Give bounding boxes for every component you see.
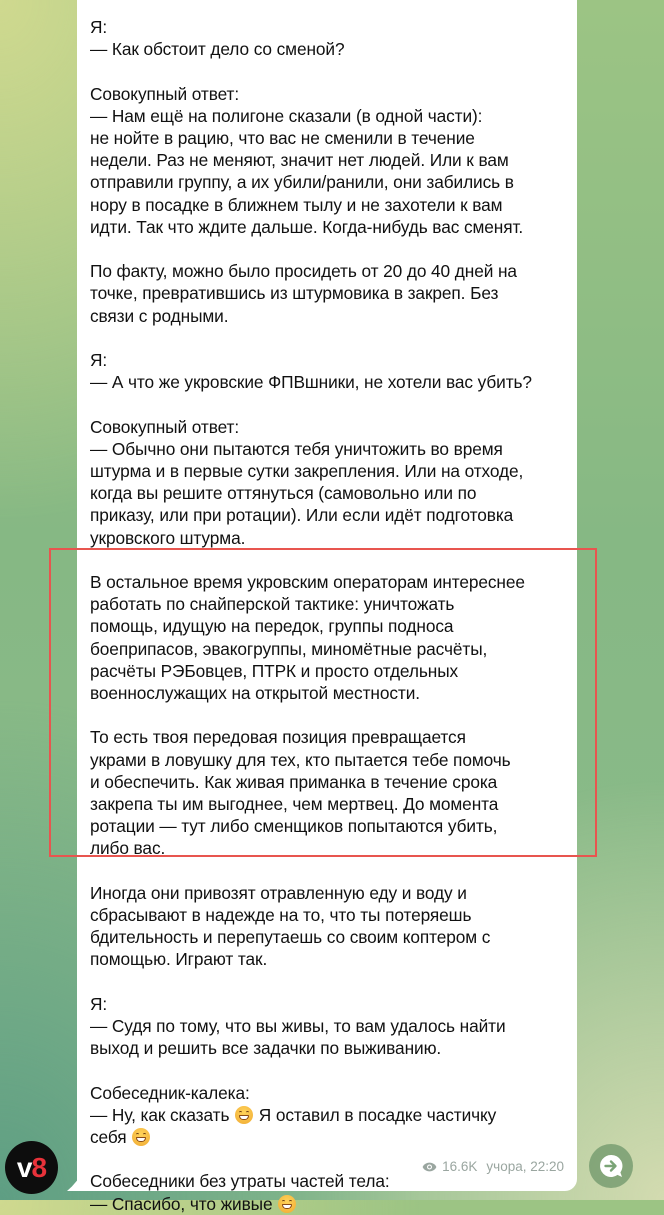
line: — Судя по тому, что вы живы, то вам удалось найти — [90, 1016, 506, 1037]
line — [90, 1126, 563, 1148]
line: Я: — [90, 993, 108, 1014]
line: связи с родными. — [90, 305, 229, 326]
line: работать по снайперской тактике: уничтожать — [90, 594, 455, 615]
message-text — [90, 16, 563, 1215]
line: точке, превратившись из штурмовика в закреп. Без — [90, 283, 499, 304]
share-button[interactable] — [589, 1144, 633, 1188]
line: штурма и в первые сутки закрепления. Или на отходе, — [90, 461, 524, 481]
paragraph-4 — [90, 349, 563, 393]
views-eye-icon — [422, 1162, 437, 1172]
paragraph-9 — [90, 993, 563, 1060]
paragraph-10 — [90, 1082, 563, 1149]
line: По факту, можно было просидеть от 20 до 40 дней на — [90, 261, 517, 282]
line: недели. Раз не меняют, значит нет людей. Или к вам — [90, 150, 509, 171]
paragraph-11 — [90, 1170, 563, 1214]
line: — Нам ещё на полигоне сказали (в одной части): — [90, 105, 483, 126]
line: выход и решить все задачки по выживанию. — [90, 1038, 442, 1059]
view-count: 16.6K — [442, 1159, 478, 1174]
message-bubble[interactable] — [77, 0, 577, 1214]
avatar-letter: v — [16, 1151, 32, 1183]
line: не нойте в рацию, что вас не сменили в течение — [90, 128, 475, 148]
line: — Как обстоит дело со сменой? — [90, 39, 345, 60]
line: помощью. Играют так. — [90, 949, 268, 970]
line: сбрасывают в надежде на то, что ты потеряешь — [90, 905, 472, 926]
paragraph-8 — [90, 882, 563, 971]
paragraph-5 — [90, 416, 563, 549]
line: Я: — [90, 17, 108, 37]
grinning-emoji-icon — [235, 1106, 253, 1124]
line: Совокупный ответ: — [90, 83, 240, 104]
line: Я: — [90, 350, 108, 370]
line: Иногда они привозят отравленную еду и воду и — [90, 882, 467, 903]
grinning-emoji-icon — [132, 1128, 150, 1146]
line: закрепа ты им выгоднее, чем мертвец. До момента — [90, 794, 499, 815]
paragraph-1 — [90, 16, 563, 60]
line: бдительность и перепутаешь со своим коптером с — [90, 927, 491, 948]
line: расчёты РЭБовцев, ПТРК и просто отдельных — [90, 660, 459, 681]
line: боеприпасов, эвакогруппы, миномётные расчёты, — [90, 638, 488, 659]
line — [90, 1104, 563, 1126]
grinning-emoji-icon — [278, 1195, 296, 1213]
line: Собеседник-калека: — [90, 1082, 250, 1103]
line: Совокупный ответ: — [90, 416, 240, 437]
line: военнослужащих на открытой местности. — [90, 683, 420, 704]
line: — А что же укровские ФПВшники, не хотели вас убить? — [90, 372, 532, 393]
line: То есть твоя передовая позиция превращается — [90, 727, 466, 748]
line: укровского штурма. — [90, 527, 246, 548]
line: В остальное время укровским операторам интереснее — [90, 572, 525, 592]
text: — Ну, как сказать — [90, 1104, 230, 1125]
line: либо вас. — [90, 838, 166, 859]
text: себя — [90, 1127, 127, 1148]
share-arrow-icon — [597, 1152, 625, 1180]
line: отправили группу, а их убили/ранили, они забились в — [90, 172, 514, 193]
line: помощь, идущую на передок, группы подноса — [90, 616, 454, 637]
line: когда вы решите оттянуться (самовольно или по — [90, 483, 477, 504]
line: приказу, или при ротации). Или если идёт подготовка — [90, 505, 514, 526]
line: ротации — тут либо сменщиков попытаются убить, — [90, 816, 498, 837]
text: — Спасибо, что живые — [90, 1193, 273, 1214]
line: и обеспечить. Как живая приманка в течение срока — [90, 771, 498, 792]
message-time: учора, 22:20 — [486, 1159, 564, 1174]
paragraph-3 — [90, 260, 563, 327]
line: нору в посадке в ближнем тылу и не захотели к вам — [90, 194, 503, 215]
line — [90, 1193, 563, 1215]
avatar-digit: 8 — [31, 1151, 47, 1183]
line: украми в ловушку для тех, кто пытается тебе помочь — [90, 749, 511, 770]
channel-avatar[interactable] — [5, 1141, 58, 1194]
line: идти. Так что ждите дальше. Когда-нибудь вас сменят. — [90, 216, 524, 237]
paragraph-7-highlighted — [90, 726, 563, 859]
paragraph-6-highlighted — [90, 571, 563, 704]
line: Собеседники без утраты частей тела: — [90, 1171, 390, 1192]
line: — Обычно они пытаются тебя уничтожить во время — [90, 438, 503, 459]
paragraph-2 — [90, 83, 563, 238]
text: Я оставил в посадке частичку — [254, 1104, 497, 1125]
message-meta — [422, 1159, 564, 1174]
